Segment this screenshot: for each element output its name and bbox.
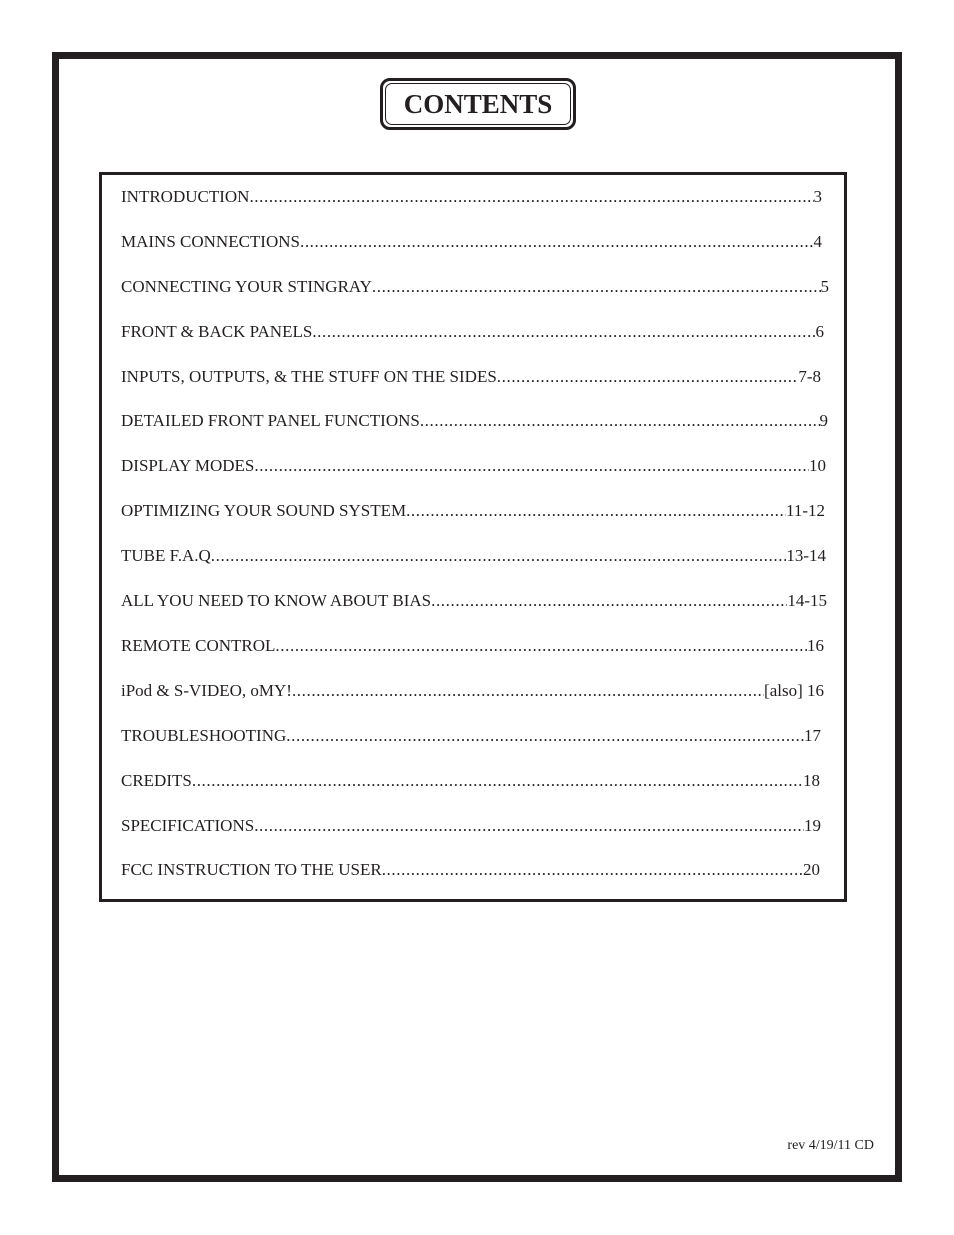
toc-entry-page: 20 (803, 860, 820, 879)
toc-leader-dots (254, 815, 804, 837)
toc-entry-page: 10 (809, 456, 826, 475)
toc-leader-dots (431, 590, 787, 612)
revision-note: rev 4/19/11 CD (787, 1138, 874, 1153)
toc-entry-page: 3 (813, 187, 822, 206)
toc-entry-detailed-front-panel-functions[interactable] (121, 410, 828, 432)
toc-leader-dots (406, 500, 786, 522)
toc-leader-dots (312, 321, 815, 343)
toc-entry-label: DISPLAY MODES (121, 456, 255, 475)
toc-entry-page: 16 (807, 636, 824, 655)
toc-entry-display-modes[interactable] (121, 455, 826, 477)
toc-entry-label: SPECIFICATIONS (121, 816, 255, 835)
toc-entry-label: REMOTE CONTROL (121, 636, 276, 655)
toc-leader-dots (420, 410, 820, 432)
toc-entry-optimizing-your-sound-system[interactable] (121, 500, 825, 522)
toc-entry-label: DETAILED FRONT PANEL FUNCTIONS (121, 411, 420, 430)
toc-leader-dots (211, 545, 787, 567)
toc-entry-label: FRONT & BACK PANELS (121, 322, 313, 341)
toc-entry-troubleshooting[interactable] (121, 725, 821, 747)
toc-leader-dots (249, 186, 813, 208)
toc-entry-inputs-outputs[interactable] (121, 366, 821, 388)
toc-entry-label: OPTIMIZING YOUR SOUND SYSTEM (121, 501, 407, 520)
toc-entry-front-back-panels[interactable] (121, 321, 824, 343)
toc-entry-page: 4 (813, 232, 822, 251)
toc-leader-dots (497, 366, 799, 388)
toc-entry-label: INPUTS, OUTPUTS, & THE STUFF ON THE SIDES (121, 367, 497, 386)
toc-entry-specifications[interactable] (121, 815, 821, 837)
toc-entry-page: 7-8 (798, 367, 821, 386)
toc-entry-label: TUBE F.A.Q (121, 546, 211, 565)
toc-entry-page: 5 (820, 277, 829, 296)
toc-entry-page: 6 (815, 322, 824, 341)
toc-entry-ipod-s-video[interactable] (121, 680, 824, 702)
toc-entry-label: iPod & S-VIDEO, oMY! (121, 681, 292, 700)
toc-entry-label: INTRODUCTION (121, 187, 250, 206)
toc-entry-page: 13-14 (786, 546, 826, 565)
toc-leader-dots (192, 770, 803, 792)
toc-entry-page: 14-15 (787, 591, 827, 610)
toc-entry-label: MAINS CONNECTIONS (121, 232, 300, 251)
toc-entry-tube-faq[interactable] (121, 545, 826, 567)
toc-entry-label: TROUBLESHOOTING (121, 726, 287, 745)
toc-leader-dots (275, 635, 807, 657)
toc-entry-mains-connections[interactable] (121, 231, 822, 253)
toc-entry-credits[interactable] (121, 770, 820, 792)
toc-entry-label: CREDITS (121, 771, 192, 790)
toc-entry-connecting-your-stingray[interactable] (121, 276, 829, 298)
toc-leader-dots (300, 231, 814, 253)
page-title: CONTENTS (403, 88, 553, 119)
toc-entry-page: 18 (803, 771, 820, 790)
toc-entry-page: 9 (819, 411, 828, 430)
toc-entry-introduction[interactable] (121, 186, 822, 208)
toc-entry-all-about-bias[interactable] (121, 590, 827, 612)
toc-entry-page: 17 (804, 726, 821, 745)
toc-entry-label: CONNECTING YOUR STINGRAY (121, 277, 372, 296)
toc-entry-page: 11-12 (785, 501, 825, 520)
toc-entry-page: [also] 16 (764, 681, 824, 700)
toc-leader-dots (286, 725, 804, 747)
toc-entry-label: ALL YOU NEED TO KNOW ABOUT BIAS (121, 591, 432, 610)
toc-entry-fcc-instruction[interactable] (121, 859, 820, 881)
contents-title-box (380, 78, 576, 130)
toc-leader-dots (372, 276, 821, 298)
toc-leader-dots (254, 455, 809, 477)
toc-leader-dots (382, 859, 803, 881)
toc-entry-remote-control[interactable] (121, 635, 824, 657)
toc-entry-label: FCC INSTRUCTION TO THE USER (121, 860, 382, 879)
toc-entry-page: 19 (804, 816, 821, 835)
toc-leader-dots (292, 680, 764, 702)
